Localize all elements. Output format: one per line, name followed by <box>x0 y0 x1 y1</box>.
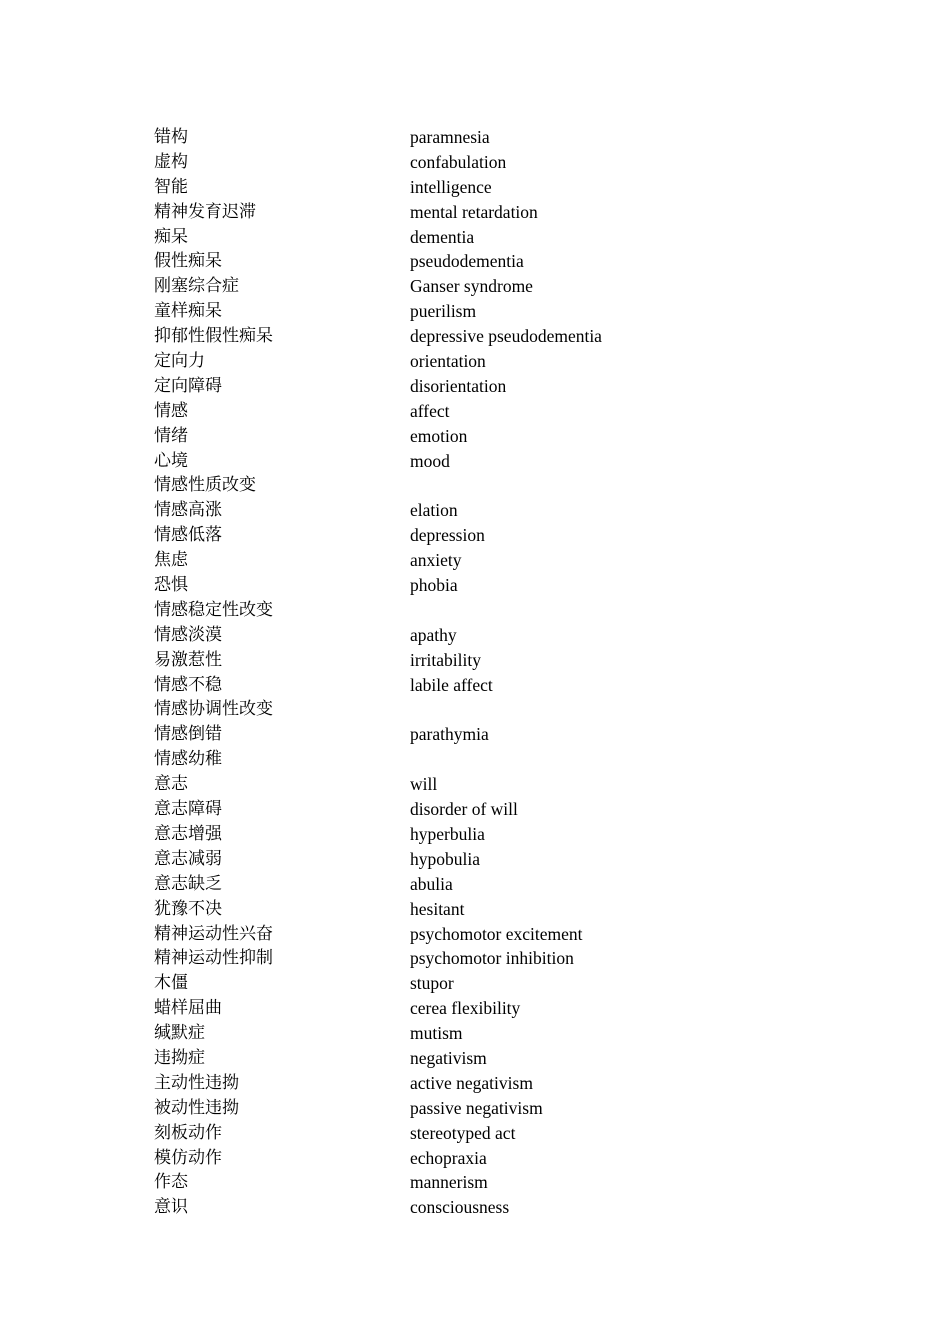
chinese-term: 作态 <box>154 1172 188 1193</box>
chinese-term: 恐惧 <box>154 575 188 596</box>
chinese-term: 刚塞综合症 <box>154 276 239 297</box>
chinese-term: 意志缺乏 <box>154 873 222 894</box>
english-term: labile affect <box>410 674 493 695</box>
english-term: anxiety <box>410 550 462 571</box>
chinese-term: 痴呆 <box>154 226 188 247</box>
glossary-row <box>154 498 794 523</box>
chinese-term: 抑郁性假性痴呆 <box>154 326 273 347</box>
english-term: dementia <box>410 226 475 247</box>
glossary-row <box>154 374 794 399</box>
english-term: mutism <box>410 1023 463 1044</box>
chinese-term: 缄默症 <box>154 1023 205 1044</box>
chinese-term: 情感性质改变 <box>154 475 256 496</box>
glossary-row <box>154 548 794 573</box>
chinese-term: 精神发育迟滞 <box>154 201 256 222</box>
glossary-row <box>154 648 794 673</box>
english-term: mannerism <box>410 1172 488 1193</box>
english-term: abulia <box>410 873 453 894</box>
glossary-row <box>154 897 794 922</box>
glossary-row <box>154 1096 794 1121</box>
chinese-term: 违拗症 <box>154 1047 205 1068</box>
english-term: psychomotor excitement <box>410 923 583 944</box>
chinese-term: 假性痴呆 <box>154 251 222 272</box>
glossary-row <box>154 1071 794 1096</box>
chinese-term: 定向障碍 <box>154 375 222 396</box>
english-term: elation <box>410 500 458 521</box>
chinese-term: 刻板动作 <box>154 1122 222 1143</box>
chinese-term: 虚构 <box>154 151 188 172</box>
english-term: parathymia <box>410 724 489 745</box>
english-term: confabulation <box>410 151 507 172</box>
chinese-term: 心境 <box>154 450 188 471</box>
chinese-term: 意志 <box>154 774 188 795</box>
chinese-term: 被动性违拗 <box>154 1097 239 1118</box>
english-term: psychomotor inhibition <box>410 948 574 969</box>
english-term: apathy <box>410 624 457 645</box>
chinese-term: 模仿动作 <box>154 1147 222 1168</box>
glossary-list <box>154 125 794 1220</box>
glossary-row <box>154 1195 794 1220</box>
glossary-row <box>154 1170 794 1195</box>
chinese-term: 智能 <box>154 176 188 197</box>
english-term: irritability <box>410 649 481 670</box>
english-term <box>410 747 794 772</box>
glossary-row <box>154 150 794 175</box>
chinese-term: 情感高涨 <box>154 500 222 521</box>
english-term: hypobulia <box>410 848 480 869</box>
chinese-term: 情感幼稚 <box>154 749 222 770</box>
chinese-term: 木僵 <box>154 973 188 994</box>
glossary-row <box>154 274 794 299</box>
glossary-row <box>154 697 794 722</box>
english-term: Ganser syndrome <box>410 276 533 297</box>
english-term: intelligence <box>410 176 492 197</box>
glossary-row <box>154 747 794 772</box>
glossary-row <box>154 399 794 424</box>
chinese-term: 情感不稳 <box>154 674 222 695</box>
english-term: stereotyped act <box>410 1122 516 1143</box>
glossary-row <box>154 1046 794 1071</box>
english-term: echopraxia <box>410 1147 487 1168</box>
english-term: emotion <box>410 425 468 446</box>
chinese-term: 蜡样屈曲 <box>154 998 222 1019</box>
glossary-row <box>154 623 794 648</box>
english-term: affect <box>410 400 450 421</box>
english-term: orientation <box>410 351 486 372</box>
glossary-row <box>154 175 794 200</box>
english-term: puerilism <box>410 301 477 322</box>
chinese-term: 焦虑 <box>154 550 188 571</box>
glossary-row <box>154 249 794 274</box>
glossary-row <box>154 722 794 747</box>
english-term: depressive pseudodementia <box>410 326 602 347</box>
glossary-row <box>154 424 794 449</box>
glossary-row <box>154 946 794 971</box>
glossary-row <box>154 449 794 474</box>
glossary-row <box>154 598 794 623</box>
glossary-row <box>154 673 794 698</box>
english-term: passive negativism <box>410 1097 543 1118</box>
chinese-term: 情感 <box>154 400 188 421</box>
english-term: active negativism <box>410 1072 533 1093</box>
chinese-term: 犹豫不决 <box>154 898 222 919</box>
glossary-row <box>154 872 794 897</box>
glossary-row <box>154 200 794 225</box>
glossary-row <box>154 971 794 996</box>
glossary-row <box>154 1021 794 1046</box>
chinese-term: 情感低落 <box>154 525 222 546</box>
glossary-row <box>154 822 794 847</box>
chinese-term: 童样痴呆 <box>154 301 222 322</box>
glossary-row <box>154 847 794 872</box>
chinese-term: 主动性违拗 <box>154 1072 239 1093</box>
chinese-term: 意志障碍 <box>154 799 222 820</box>
glossary-row <box>154 299 794 324</box>
glossary-row <box>154 996 794 1021</box>
english-term: will <box>410 774 438 795</box>
english-term <box>410 697 794 722</box>
chinese-term: 情绪 <box>154 425 188 446</box>
english-term: disorientation <box>410 375 507 396</box>
chinese-term: 定向力 <box>154 351 205 372</box>
english-term <box>410 473 794 498</box>
chinese-term: 错构 <box>154 127 188 147</box>
english-term <box>410 598 794 623</box>
chinese-term: 易激惹性 <box>154 649 222 670</box>
chinese-term: 情感稳定性改变 <box>154 599 273 620</box>
glossary-row <box>154 473 794 498</box>
english-term: depression <box>410 525 485 546</box>
english-term: negativism <box>410 1047 487 1068</box>
chinese-term: 情感淡漠 <box>154 624 222 645</box>
glossary-row <box>154 225 794 250</box>
glossary-row <box>154 1146 794 1171</box>
glossary-row <box>154 324 794 349</box>
english-term: cerea flexibility <box>410 998 521 1019</box>
chinese-term: 精神运动性抑制 <box>154 948 273 969</box>
chinese-term: 情感协调性改变 <box>154 699 273 720</box>
english-term: paramnesia <box>410 127 490 147</box>
english-term: hesitant <box>410 898 465 919</box>
english-term: disorder of will <box>410 799 518 820</box>
glossary-row <box>154 1121 794 1146</box>
chinese-term: 意志减弱 <box>154 848 222 869</box>
glossary-row <box>154 797 794 822</box>
chinese-term: 精神运动性兴奋 <box>154 923 273 944</box>
english-term: mood <box>410 450 450 471</box>
chinese-term: 意志增强 <box>154 823 222 844</box>
english-term: phobia <box>410 575 458 596</box>
english-term: pseudodementia <box>410 251 524 272</box>
glossary-row <box>154 772 794 797</box>
english-term: consciousness <box>410 1197 510 1218</box>
glossary-row <box>154 349 794 374</box>
english-term: hyperbulia <box>410 823 485 844</box>
glossary-row <box>154 573 794 598</box>
glossary-row <box>154 125 794 150</box>
glossary-row <box>154 922 794 947</box>
english-term: mental retardation <box>410 201 538 222</box>
glossary-row <box>154 523 794 548</box>
english-term: stupor <box>410 973 454 994</box>
chinese-term: 情感倒错 <box>154 724 222 745</box>
chinese-term: 意识 <box>154 1197 188 1218</box>
